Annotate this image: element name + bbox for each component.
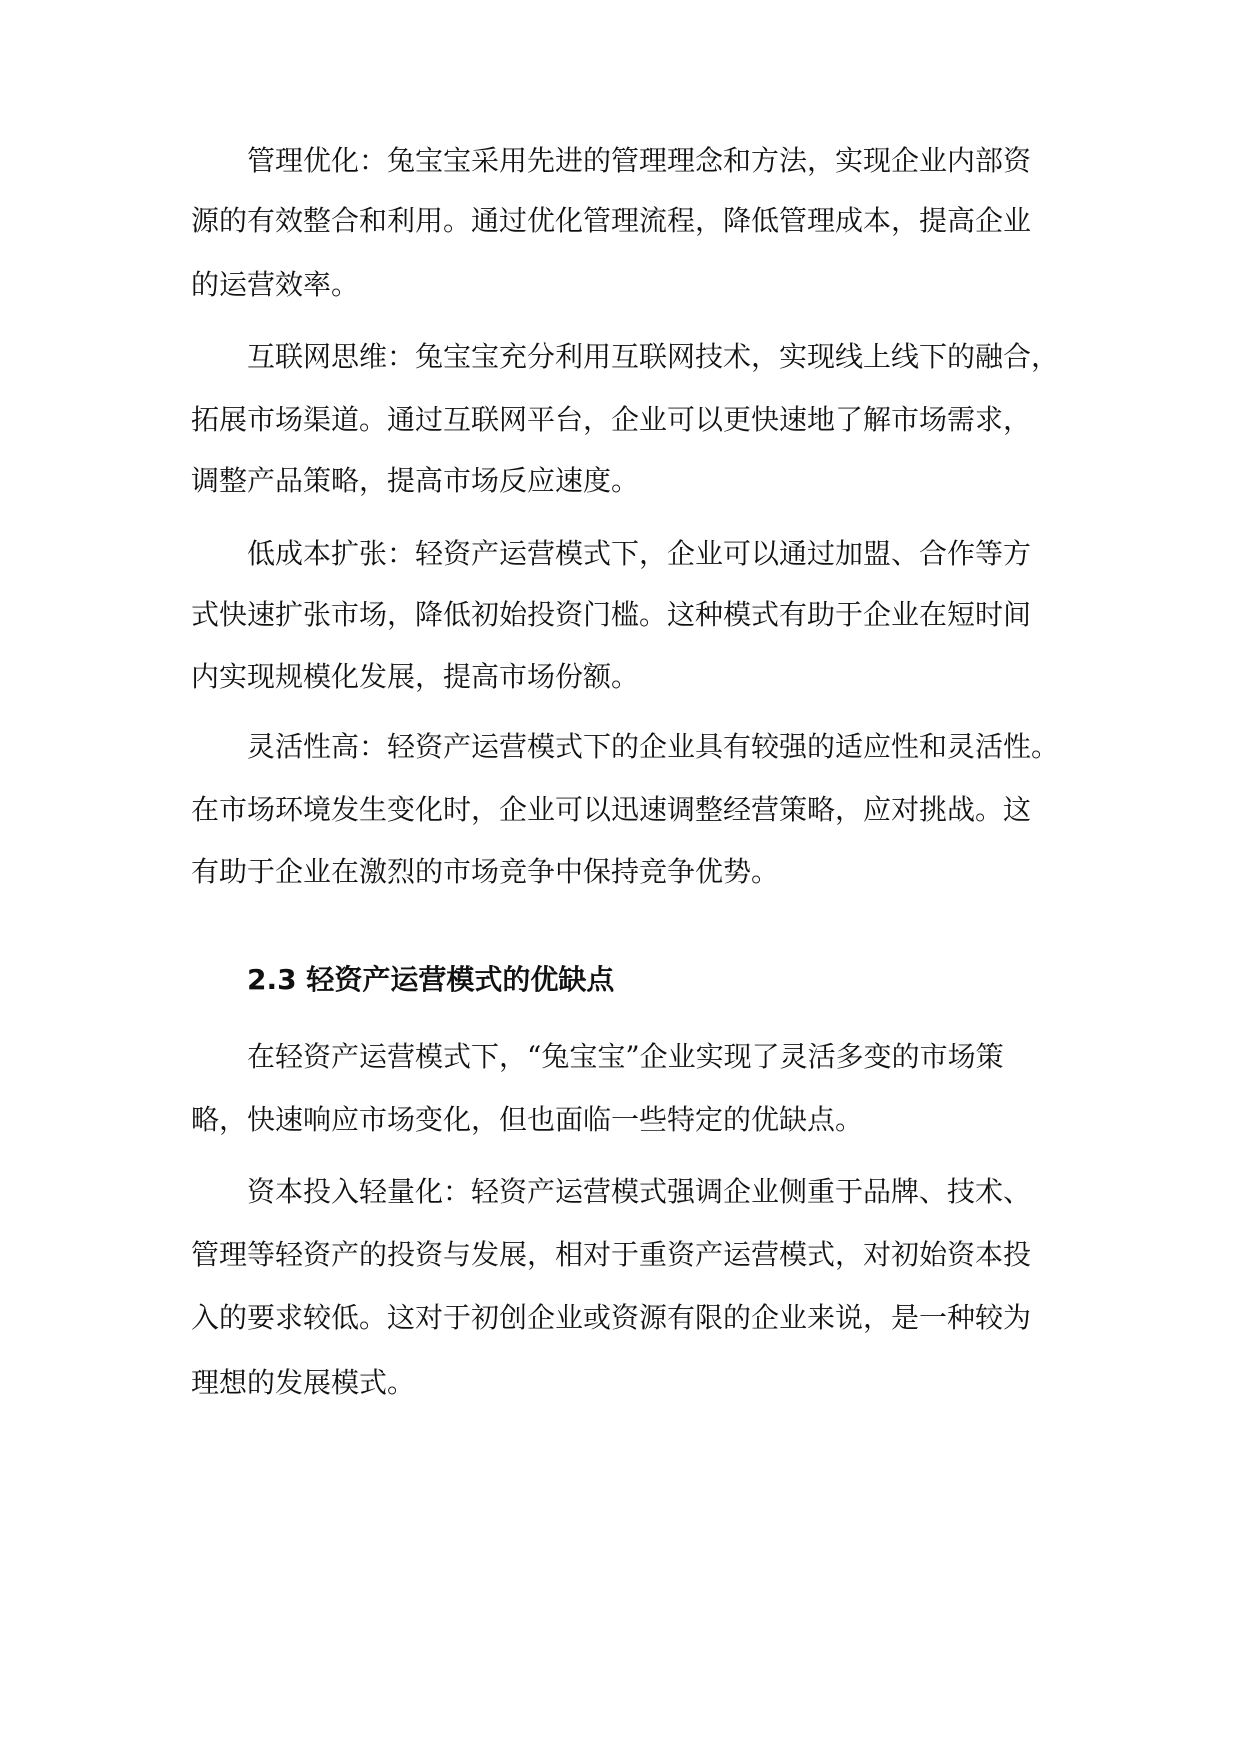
paragraph-flexibility-line-3: 有助于企业在激烈的市场竞争中保持竞争优势。 [191, 855, 780, 888]
paragraph-intro-line-2: 略，快速响应市场变化，但也面临一些特定的优缺点。 [191, 1103, 864, 1136]
paragraph-flexibility-line-1: 灵活性高：轻资产运营模式下的企业具有较强的适应性和灵活性。 [247, 730, 1060, 763]
paragraph-management-line-1: 管理优化：兔宝宝采用先进的管理理念和方法，实现企业内部资 [247, 144, 1032, 177]
paragraph-management-line-2: 源的有效整合和利用。通过优化管理流程，降低管理成本，提高企业 [191, 204, 1032, 237]
paragraph-capital-line-1: 资本投入轻量化：轻资产运营模式强调企业侧重于品牌、技术、 [247, 1175, 1032, 1208]
paragraph-capital-line-3: 入的要求较低。这对于初创企业或资源有限的企业来说，是一种较为 [191, 1301, 1032, 1334]
paragraph-internet-line-2: 拓展市场渠道。通过互联网平台，企业可以更快速地了解市场需求， [191, 403, 1032, 436]
paragraph-low-cost-line-2: 式快速扩张市场，降低初始投资门槛。这种模式有助于企业在短时间 [191, 598, 1032, 631]
section-heading: 2.3 轻资产运营模式的优缺点 [247, 963, 615, 996]
paragraph-internet-line-1: 互联网思维：兔宝宝充分利用互联网技术，实现线上线下的融合， [247, 340, 1060, 373]
paragraph-capital-line-2: 管理等轻资产的投资与发展，相对于重资产运营模式，对初始资本投 [191, 1238, 1032, 1271]
paragraph-intro-line-1: 在轻资产运营模式下，“兔宝宝”企业实现了灵活多变的市场策 [247, 1040, 1004, 1073]
paragraph-internet-line-3: 调整产品策略，提高市场反应速度。 [191, 464, 640, 497]
paragraph-low-cost-line-3: 内实现规模化发展，提高市场份额。 [191, 660, 640, 693]
paragraph-flexibility-line-2: 在市场环境发生变化时，企业可以迅速调整经营策略，应对挑战。这 [191, 793, 1032, 826]
paragraph-management-line-3: 的运营效率。 [191, 268, 360, 301]
paragraph-capital-line-4: 理想的发展模式。 [191, 1366, 416, 1399]
paragraph-low-cost-line-1: 低成本扩张：轻资产运营模式下，企业可以通过加盟、合作等方 [247, 537, 1032, 570]
